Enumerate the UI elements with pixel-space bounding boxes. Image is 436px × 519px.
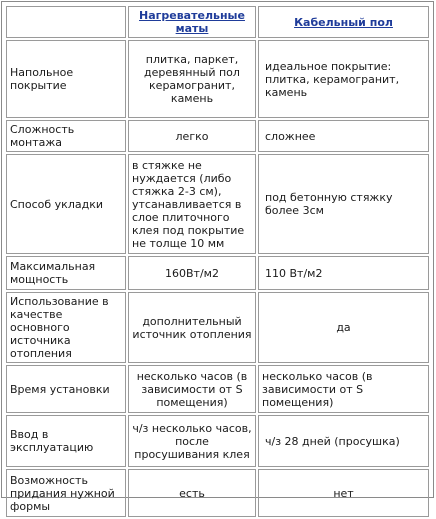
cable-value: несколько часов (в зависимости от S помещения) — [258, 365, 429, 413]
header-heating-mats: Нагревательные маты — [128, 6, 256, 38]
row-label: Использование в качестве основного источника отопления — [6, 292, 126, 363]
table-row — [6, 292, 429, 363]
mats-value: есть — [128, 469, 256, 517]
comparison-table-frame — [1, 1, 434, 513]
cable-value: сложнее — [258, 120, 429, 152]
mats-value: плитка, паркет, деревянный пол керамогранит, камень — [128, 40, 256, 118]
row-label: Время установки — [6, 365, 126, 413]
cable-value: идеальное покрытие: плитка, керамогранит, камень — [258, 40, 429, 118]
row-label: Способ укладки — [6, 154, 126, 254]
row-label: Максимальная мощность — [6, 256, 126, 290]
mats-value: ч/з несколько часов, после просушивания клея — [128, 415, 256, 467]
cable-value: 110 Вт/м2 — [258, 256, 429, 290]
row-label: Ввод в эксплуатацию — [6, 415, 126, 467]
row-label: Напольное покрытие — [6, 40, 126, 118]
row-label: Возможность придания нужной формы — [6, 469, 126, 517]
table-row — [6, 415, 429, 467]
table-row — [6, 154, 429, 254]
mats-value: дополнительный источник отопления — [128, 292, 256, 363]
comparison-table — [4, 4, 431, 519]
mats-value: легко — [128, 120, 256, 152]
cable-value: нет — [258, 469, 429, 517]
table-row — [6, 120, 429, 152]
mats-value: 160Вт/м2 — [128, 256, 256, 290]
header-row — [6, 6, 429, 38]
header-cable-floor: Кабельный пол — [258, 6, 429, 38]
cable-value: под бетонную стяжку более 3см — [258, 154, 429, 254]
cable-value: да — [258, 292, 429, 363]
mats-value: в стяжке не нуждается (либо стяжка 2-3 см), утсанавливается в слое плиточного клея под покрытие не толще 10 мм — [128, 154, 256, 254]
table-row — [6, 469, 429, 517]
mats-value: несколько часов (в зависимости от S помещения) — [128, 365, 256, 413]
cable-value: ч/з 28 дней (просушка) — [258, 415, 429, 467]
table-row — [6, 256, 429, 290]
table-row — [6, 365, 429, 413]
table-row — [6, 40, 429, 118]
header-empty-cell — [6, 6, 126, 38]
row-label: Сложность монтажа — [6, 120, 126, 152]
